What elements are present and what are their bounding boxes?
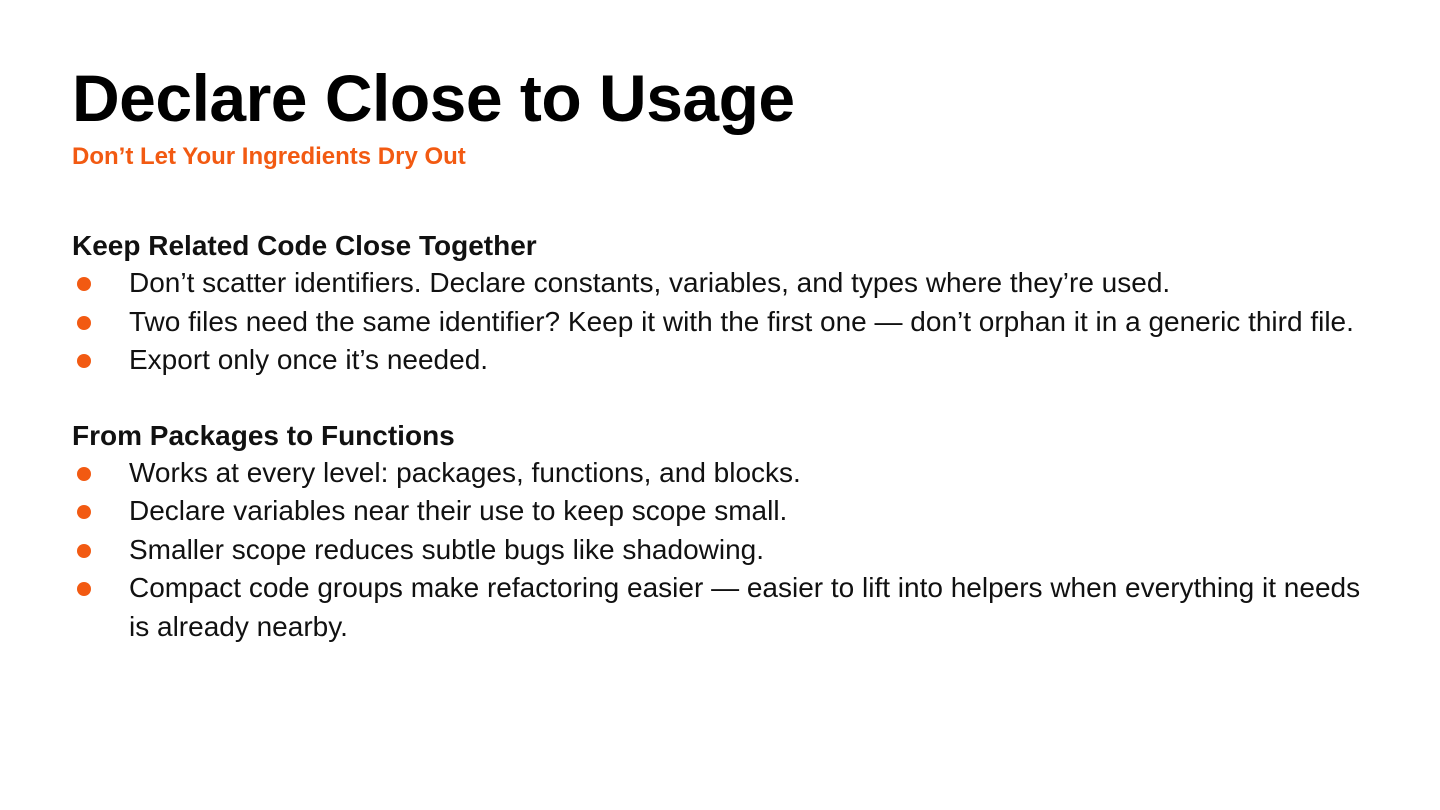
bullet-dot-icon [77,316,91,330]
bullet-item [72,264,1368,303]
bullet-dot-icon [77,544,91,558]
bullet-item [72,569,1368,646]
bullet-text: Export only once it’s needed. [129,344,489,375]
bullet-item [72,454,1368,493]
bullet-dot-icon [77,277,91,291]
bullet-item [72,303,1368,342]
bullet-dot-icon [77,505,91,519]
bullet-text: Two files need the same identifier? Keep it with the first one — don’t orphan it in a generic third file. [129,305,1354,337]
bullet-item [72,341,1368,380]
bullet-text: Declare variables near their use to keep scope small. [129,495,788,526]
slide [72,58,1368,646]
bullet-dot-icon [77,467,91,481]
section-packages-to-functions [72,418,1368,647]
bullet-text: Works at every level: packages, functions, and blocks. [129,456,801,488]
bullet-item [72,531,1368,570]
bullet-dot-icon [77,354,91,368]
bullet-text: Don’t scatter identifiers. Declare constants, variables, and types where they’re used. [129,267,1171,298]
slide-subtitle: Don’t Let Your Ingredients Dry Out [72,143,466,170]
bullet-item [72,492,1368,531]
bullet-text: Compact code groups make refactoring easier — easier to lift into helpers when everything it needs is already nearby. [129,572,1361,642]
bullet-list [72,264,1368,380]
section-heading: From Packages to Functions [72,419,455,451]
slide-title: Declare Close to Usage [72,61,795,135]
section-heading: Keep Related Code Close Together [72,230,537,261]
bullet-text: Smaller scope reduces subtle bugs like shadowing. [129,533,765,565]
bullet-dot-icon [77,582,91,596]
section-keep-related-code [72,228,1368,380]
bullet-list [72,454,1368,647]
